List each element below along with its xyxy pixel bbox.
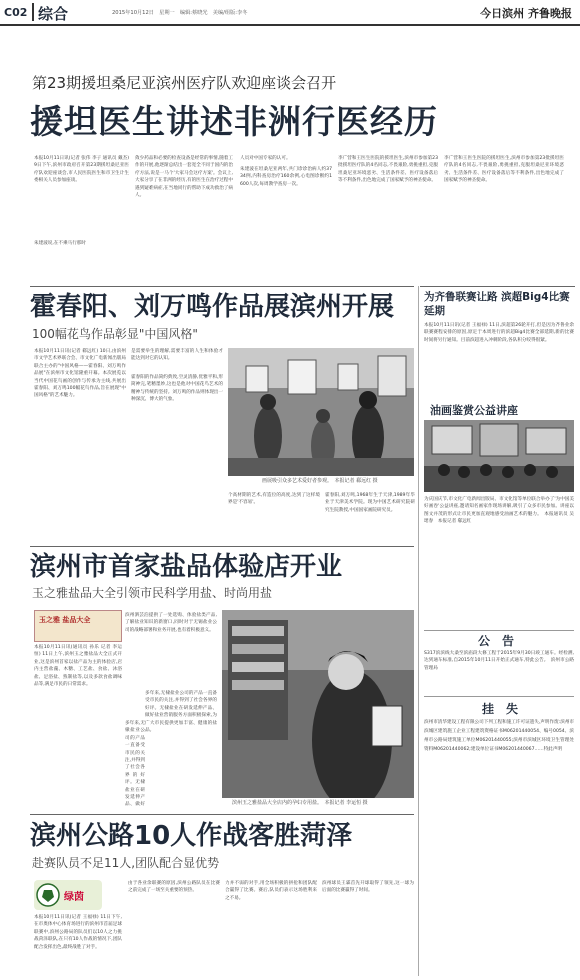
salt-logo-text: 玉之雅 盐品大全 xyxy=(39,616,91,624)
story4-col-4: 滨州球员王霖首先开球取得了领先,这一球为后面的比赛赢得了时间。 xyxy=(322,881,414,894)
story2-col-3: 个高材期的艺术,有造位的高度,达到了这样境界是'不容易'。 xyxy=(228,493,320,506)
story2-col-1: 本报10月11日讯(记者 郗远红) 10日,由滨州市文学艺术界联合会、市文化广电新闻出版局联合主办的"中国风格——霍春阳、刘万鸣作品展"在滨州市文化馆隆重开幕。本次展览以当代中国花鸟画的创作与传承为主线,共展出霍春阳、刘万鸣100幅花鸟作品,旨在展现"中国风格"的艺术魅力。 xyxy=(34,349,126,399)
story3-headline: 滨州市首家盐品体验店开业 xyxy=(30,552,343,582)
salt-shop-photo xyxy=(222,610,414,798)
sidebar-rule xyxy=(418,286,419,976)
story1-col-1b: 朱建波说,在不乘马行那时 xyxy=(34,241,86,246)
story1-col-3: 人员对中国专家的认可。 xyxy=(240,156,291,161)
story3-col-2b: 多年来,无棣盐业公司的产品一直备受市民的关注,并得到了社会各界的好评。无棣盐业在研发延伸产品、做好盐业营销服务方面积极探索,为广大市民提供更加丰富、健康的盐品。 xyxy=(145,691,217,734)
story4-headline: 滨州公路10人作战客胜菏泽 xyxy=(30,821,353,851)
story3-col-1: 本报10月11日讯(通讯员 孙乐 记者 李运恒) 11日上午,滨州玉之雅盐品大全正式开业,这是滨州首家以盐产品为主的体验店,店内主营盐藻、木糖、工艺盐、食盐、沐浴盐、足浴盐、熟制盐等,以及多款食盐调味品等,满足市民的日常需求。 xyxy=(34,645,122,688)
divider-1b xyxy=(420,286,575,287)
story3-col-2c: 多年来,无棣盐业公司的产品一直备受市民的关注,并得到了社会各界的好评。无棣盐业在研发延伸产品、做好 xyxy=(125,721,145,808)
story1-col-5: 李广营和王医生医院的援坦医生,滨州市参加第23批援坦医疗队的4名同志,不畏艰险,勇挑重担,克服坦桑尼亚环境恶劣、生活条件差、医疗设备落后等不利条件,出色地完成了国家赋予的神圣使命。 xyxy=(444,156,564,184)
notice-rule xyxy=(424,630,574,631)
story1-kicker: 第23期援坦桑尼亚滨州医疗队欢迎座谈会召开 xyxy=(32,74,337,92)
section-label: 综合 xyxy=(38,5,69,23)
salt-logo xyxy=(34,610,122,642)
page-header xyxy=(0,0,580,26)
story4-subhead: 赴赛队员不足11人,团队配合显优势 xyxy=(32,856,220,870)
story3-col-2: 滨州泗芸泊提供了一处选购、体验盐类产品,了解盐业知识的新窗口,同时对于无锡盐业公司的战略部署和业务开展,也有着积极意义。 xyxy=(125,613,217,633)
story4-col-3: 力并不弱的对手,用全场积极的拼抢和团队配合赢得了比赛。赛后,队员们表示这场胜利来之不易。 xyxy=(225,881,317,901)
sidebar-b-body: 为庆国庆节,市文化广电新闻出版局、市文化馆等单位联合举办了'为中国美好画卷'公益讲座,邀请知名画家作现场讲解,吸引了众多市民参加。讲座以图文并茂的形式让市民更加直观地感受油画艺术的魅力。 本报通讯员 吴珺春 本报记者 郗远红 xyxy=(424,497,574,525)
story2-subhead: 100幅花鸟作品彰显"中国风格" xyxy=(32,327,198,341)
exhibition-photo-image xyxy=(228,348,414,476)
notice-title: 公 告 xyxy=(478,634,515,648)
story2-col-4: 霍春阳,刘万鸣,1968年生于天津,1989年毕业于天津美术学院。现为中国艺术研究院研究生院教授,中国国家画院研究员。 xyxy=(325,493,415,513)
page-code: C02 xyxy=(4,6,28,19)
sidebar-a-body: 本报10月11日讯(记者 王福禄) 11日,滨超第26轮开打,但是因为齐鲁业余联赛赛程安排的原因,原定于本周进行的滨超Big4比赛全部延期,新的比赛时间将另行通知。目前滨超进入冲刺阶段,各队积分咬得很紧。 xyxy=(424,323,574,343)
story1-col-2: 敛少药品和必要的检查设备是经常的事情,随着工作的开展,他逐渐总结出一套宽全不同于国内的治疗方法,说是一马个'大家马会这疗方案'。会议上,大家分享了在非洲的经历,有的医生在治疗过程中遇到疑难病症,在当地同行的帮助下成功救治了病人。 xyxy=(135,156,233,199)
story1-col-3b: 朱建波在坦桑尼亚两年,共门诊诊治病人约3734例,内科查房治疗160余例,心电图诊断约1600人次,每周教学查房一次。 xyxy=(240,167,332,187)
sidebar-a-headline: 为齐鲁联赛让路 滨超Big4比赛延期 xyxy=(424,291,570,317)
story1-headline: 援坦医生讲述非洲行医经历 xyxy=(30,102,438,141)
story3-subhead: 玉之雅盐品大全引领市民科学用盐、时尚用盐 xyxy=(32,586,273,600)
lost-body: 滨州市清华建设工程有限公司下列工程和施工许可证遗失,声明作废:滨州市滨城区建筑施工企业工程建筑资格证书M06201440054、编号0054、滨州市公路局建筑施工单位M06201440055;滨州市滨城区环境卫生管理处资料M06201440062;建设单位证书M06201440067……特此声明 xyxy=(424,720,574,752)
notice-body: S317滨滨线大桑至滨庙段大修工程于2015年9月30日竣工通车。经检测,达到通车标准,自2015年10月11日开始正式通车,特此公告。 滨州市公路管理局 xyxy=(424,651,574,671)
sidebar-b-headline: 油画鉴赏公益讲座 xyxy=(430,404,518,417)
football-logo xyxy=(34,880,102,910)
lost-rule xyxy=(424,696,574,697)
salt-shop-photo-image xyxy=(222,610,414,798)
masthead: 今日滨州 齐鲁晚报 xyxy=(480,7,572,20)
oil-painting-photo xyxy=(424,420,574,492)
oil-painting-photo-image xyxy=(424,420,574,492)
exhibition-photo xyxy=(228,348,414,476)
football-logo-text: 绿茵 xyxy=(64,892,84,903)
story4-col-2: 由于各业余联赛的原因,滨州公路队员在比赛之前完成了一场至关重要的预热。 xyxy=(128,881,220,894)
header-rule xyxy=(0,24,580,26)
salt-shop-caption: 滨州玉之雅盐品大全店内的孕妇专用盐。 本报记者 李运恒 摄 xyxy=(232,800,368,806)
exhibition-caption: 画展吸引众多艺术爱好者参观。 本报记者 郗远红 摄 xyxy=(262,478,378,484)
story1-col-4: 李广营和王医生医院的援坦医生,滨州市参加第23批援坦医疗队的4名同志,不畏艰险,勇挑重担,克服坦桑尼亚环境恶劣、生活条件差、医疗设备落后等不利条件,出色地完成了国家赋予的神圣使命。 xyxy=(338,156,438,184)
date-line: 2015年10月12日 星期一 编辑:蔡晓光 美编/组版:李冬 xyxy=(112,10,248,16)
story2-headline: 霍春阳、刘万鸣作品展滨州开展 xyxy=(30,292,395,322)
story1-col-1: 本报10月11日讯(记者 张伟 李子 通讯员 戴杰) 9日下午,滨州市政府召开第23期援坦桑尼亚医疗队欢迎座谈会,市人民医院医生和市卫生计生委相关人员参加座谈。 xyxy=(34,156,129,184)
story2-col-2: 是需要举生的理解,需要丰富的人生和体验才能达到对它的认知。 xyxy=(131,349,223,362)
story2-col-2b: 霍春阳的作品简约典致,空灵清静,优雅平和,形简神完,笔精墨妙,这也是他对中国花鸟艺术的精神与传统的坚持。刘万鸣的作品则体现出一种深沉、博大的气象。 xyxy=(131,375,223,403)
lost-title: 挂 失 xyxy=(482,702,519,716)
story4-col-1: 本报10月11日讯(记者 王福禄) 11日下午,在市奥体中心体育场进行的滨州市首届足球联赛中,滨州公路局的队员们以10人之力挑战菏泽联队,在只有10人作战的情况下,团队配合发挥出色,最终战胜了对手。 xyxy=(34,915,122,950)
